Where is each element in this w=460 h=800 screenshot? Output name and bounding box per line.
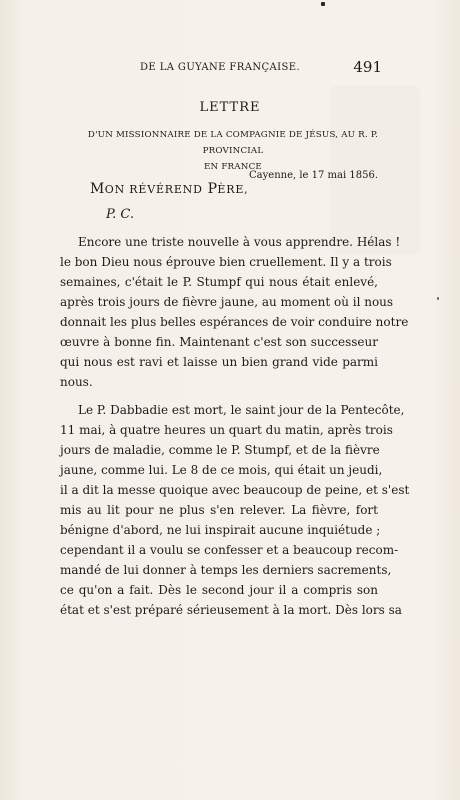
text-line: 11 mai, à quatre heures un quart du matin, après trois — [60, 423, 393, 437]
salutation-pere-initial: P — [207, 181, 218, 197]
running-title: DE LA GUYANE FRANÇAISE. — [140, 62, 301, 73]
salutation — [90, 181, 248, 197]
paper-spot — [437, 297, 439, 300]
text-line: le bon Dieu nous éprouve bien cruellement. Il y a trois — [60, 255, 392, 269]
letter-title: LETTRE — [199, 100, 261, 115]
dateline: Cayenne, le 17 mai 1856. — [249, 170, 378, 181]
text-line: après trois jours de fièvre jaune, au moment où il nous — [60, 295, 394, 309]
text-line: jaune, comme lui. Le 8 de ce mois, qui était un jeudi, — [60, 463, 383, 477]
text-line: nous. — [60, 375, 93, 389]
letter-subtitle — [78, 127, 388, 175]
subtitle-line: D'UN MISSIONNAIRE DE LA COMPAGNIE DE JÉSUS, AU R. P. PROVINCIAL — [87, 130, 379, 156]
text-line: ce qu'on a fait. Dès le second jour il a compris son — [60, 583, 378, 597]
signature-initials: P. C. — [106, 207, 134, 222]
paragraph — [60, 400, 410, 620]
salutation-initial: M — [90, 181, 105, 197]
text-line: donnait les plus belles espérances de voir conduire notre — [60, 315, 409, 329]
page-number: 491 — [353, 58, 382, 76]
salutation-pere-small-caps: ÈRE, — [217, 183, 249, 196]
text-line: bénigne d'abord, ne lui inspirait aucune inquiétude ; — [60, 523, 381, 537]
salutation-small-caps: ON RÉVÉREND — [104, 183, 203, 196]
text-line: Encore une triste nouvelle à vous apprendre. Hélas ! — [78, 235, 401, 249]
text-line: il a dit la messe quoique avec beaucoup de peine, et s'est — [60, 483, 410, 497]
text-line: cependant il a voulu se confesser et a beaucoup recom- — [60, 543, 399, 557]
page-header — [60, 58, 382, 78]
letter-body — [60, 232, 410, 628]
text-line: Le P. Dabbadie est mort, le saint jour de la Pentecôte, — [78, 403, 405, 417]
ink-mark — [321, 2, 325, 6]
text-line: semaines, c'était le P. Stumpf qui nous était enlevé, — [60, 275, 378, 289]
text-line: mandé de lui donner à temps les derniers sacrements, — [60, 563, 392, 577]
text-line: jours de maladie, comme le P. Stumpf, et de la fièvre — [60, 443, 380, 457]
subtitle-line: EN FRANCE — [204, 162, 262, 172]
text-line: œuvre à bonne fin. Maintenant c'est son successeur — [60, 335, 378, 349]
paragraph — [60, 232, 409, 392]
text-line: mis au lit pour ne plus s'en relever. La fièvre, fort — [60, 503, 378, 517]
text-line: état et s'est préparé sérieusement à la mort. Dès lors sa — [60, 603, 402, 617]
text-line: qui nous est ravi et laisse un bien grand vide parmi — [60, 355, 378, 369]
